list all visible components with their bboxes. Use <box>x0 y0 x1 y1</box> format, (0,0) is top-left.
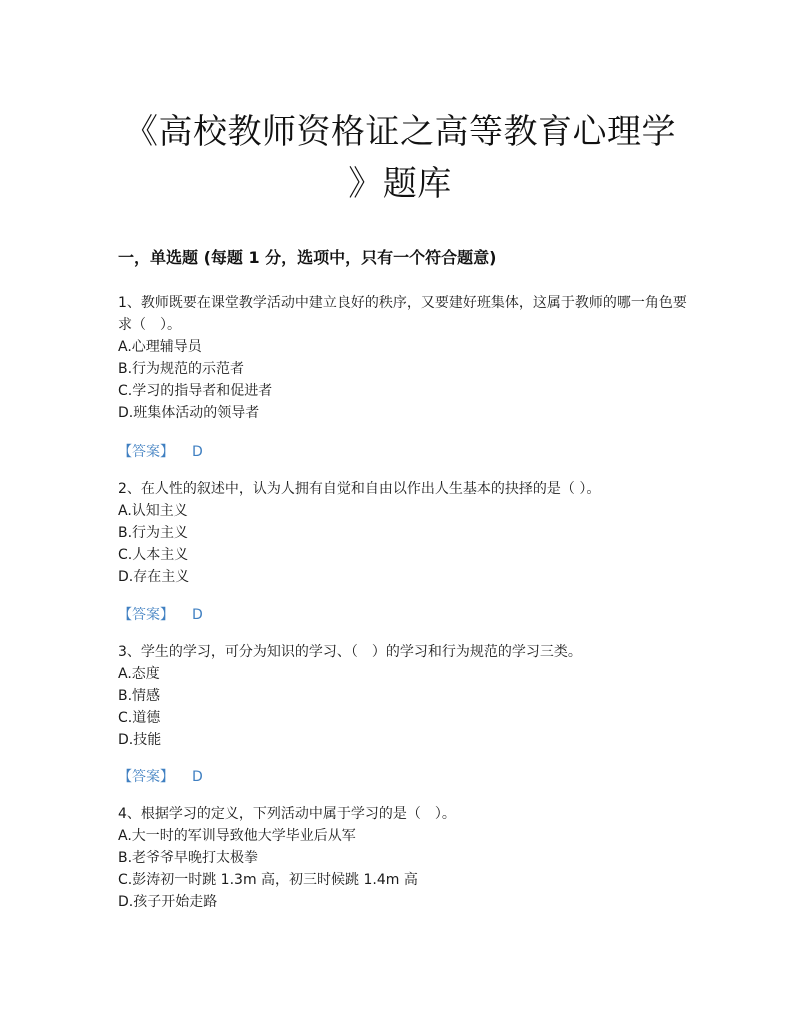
question-1-option-d: D.班集体活动的领导者 <box>118 405 260 421</box>
answer-label: 【答案】 <box>118 769 174 785</box>
question-3-option-d: D.技能 <box>118 732 162 748</box>
question-4-option-b: B.老爷爷早晚打太极拳 <box>118 850 259 866</box>
question-3-option-a: A.态度 <box>118 666 160 682</box>
question-2-option-c: C.人本主义 <box>118 547 189 563</box>
question-3-option-c: C.道德 <box>118 710 161 726</box>
answer-value: D <box>192 769 203 785</box>
question-3-text: 3、学生的学习，可分为知识的学习、（ ）的学习和行为规范的学习三类。 <box>118 644 582 660</box>
question-4 <box>118 803 688 913</box>
question-4-option-a: A.大一时的军训导致他大学毕业后从军 <box>118 828 356 844</box>
question-2-option-a: A.认知主义 <box>118 503 188 519</box>
question-2-option-b: B.行为主义 <box>118 525 189 541</box>
question-2-text: 2、在人性的叙述中，认为人拥有自觉和自由以作出人生基本的抉择的是（ ）。 <box>118 481 601 497</box>
question-3-option-b: B.情感 <box>118 688 161 704</box>
answer-label: 【答案】 <box>118 607 174 623</box>
question-1 <box>118 292 688 424</box>
question-4-option-c: C.彭涛初一时跳 1.3m 高，初三时候跳 1.4m 高 <box>118 872 418 888</box>
question-1-option-a: A.心理辅导员 <box>118 339 202 355</box>
question-3 <box>118 641 688 751</box>
question-2-option-d: D.存在主义 <box>118 569 190 585</box>
document-title-line-1: 《高校教师资格证之高等教育心理学 <box>124 112 676 152</box>
question-2 <box>118 478 688 588</box>
section-heading: 一，单选题 (每题 1 分，选项中，只有一个符合题意) <box>118 248 497 267</box>
question-1-option-c: C.学习的指导者和促进者 <box>118 383 273 399</box>
document-title-line-2: 》题库 <box>348 164 452 204</box>
answer-value: D <box>192 607 203 623</box>
question-2-answer <box>118 604 203 626</box>
question-4-text: 4、根据学习的定义，下列活动中属于学习的是（ ）。 <box>118 806 456 822</box>
question-4-option-d: D.孩子开始走路 <box>118 894 218 910</box>
question-1-text: 1、教师既要在课堂教学活动中建立良好的秩序，又要建好班集体，这属于教师的哪一角色要求（ ）。 <box>118 295 687 333</box>
answer-label: 【答案】 <box>118 444 174 460</box>
document-title <box>100 106 700 210</box>
question-1-answer <box>118 441 203 463</box>
question-3-answer <box>118 766 203 788</box>
answer-value: D <box>192 444 203 460</box>
question-1-option-b: B.行为规范的示范者 <box>118 361 245 377</box>
